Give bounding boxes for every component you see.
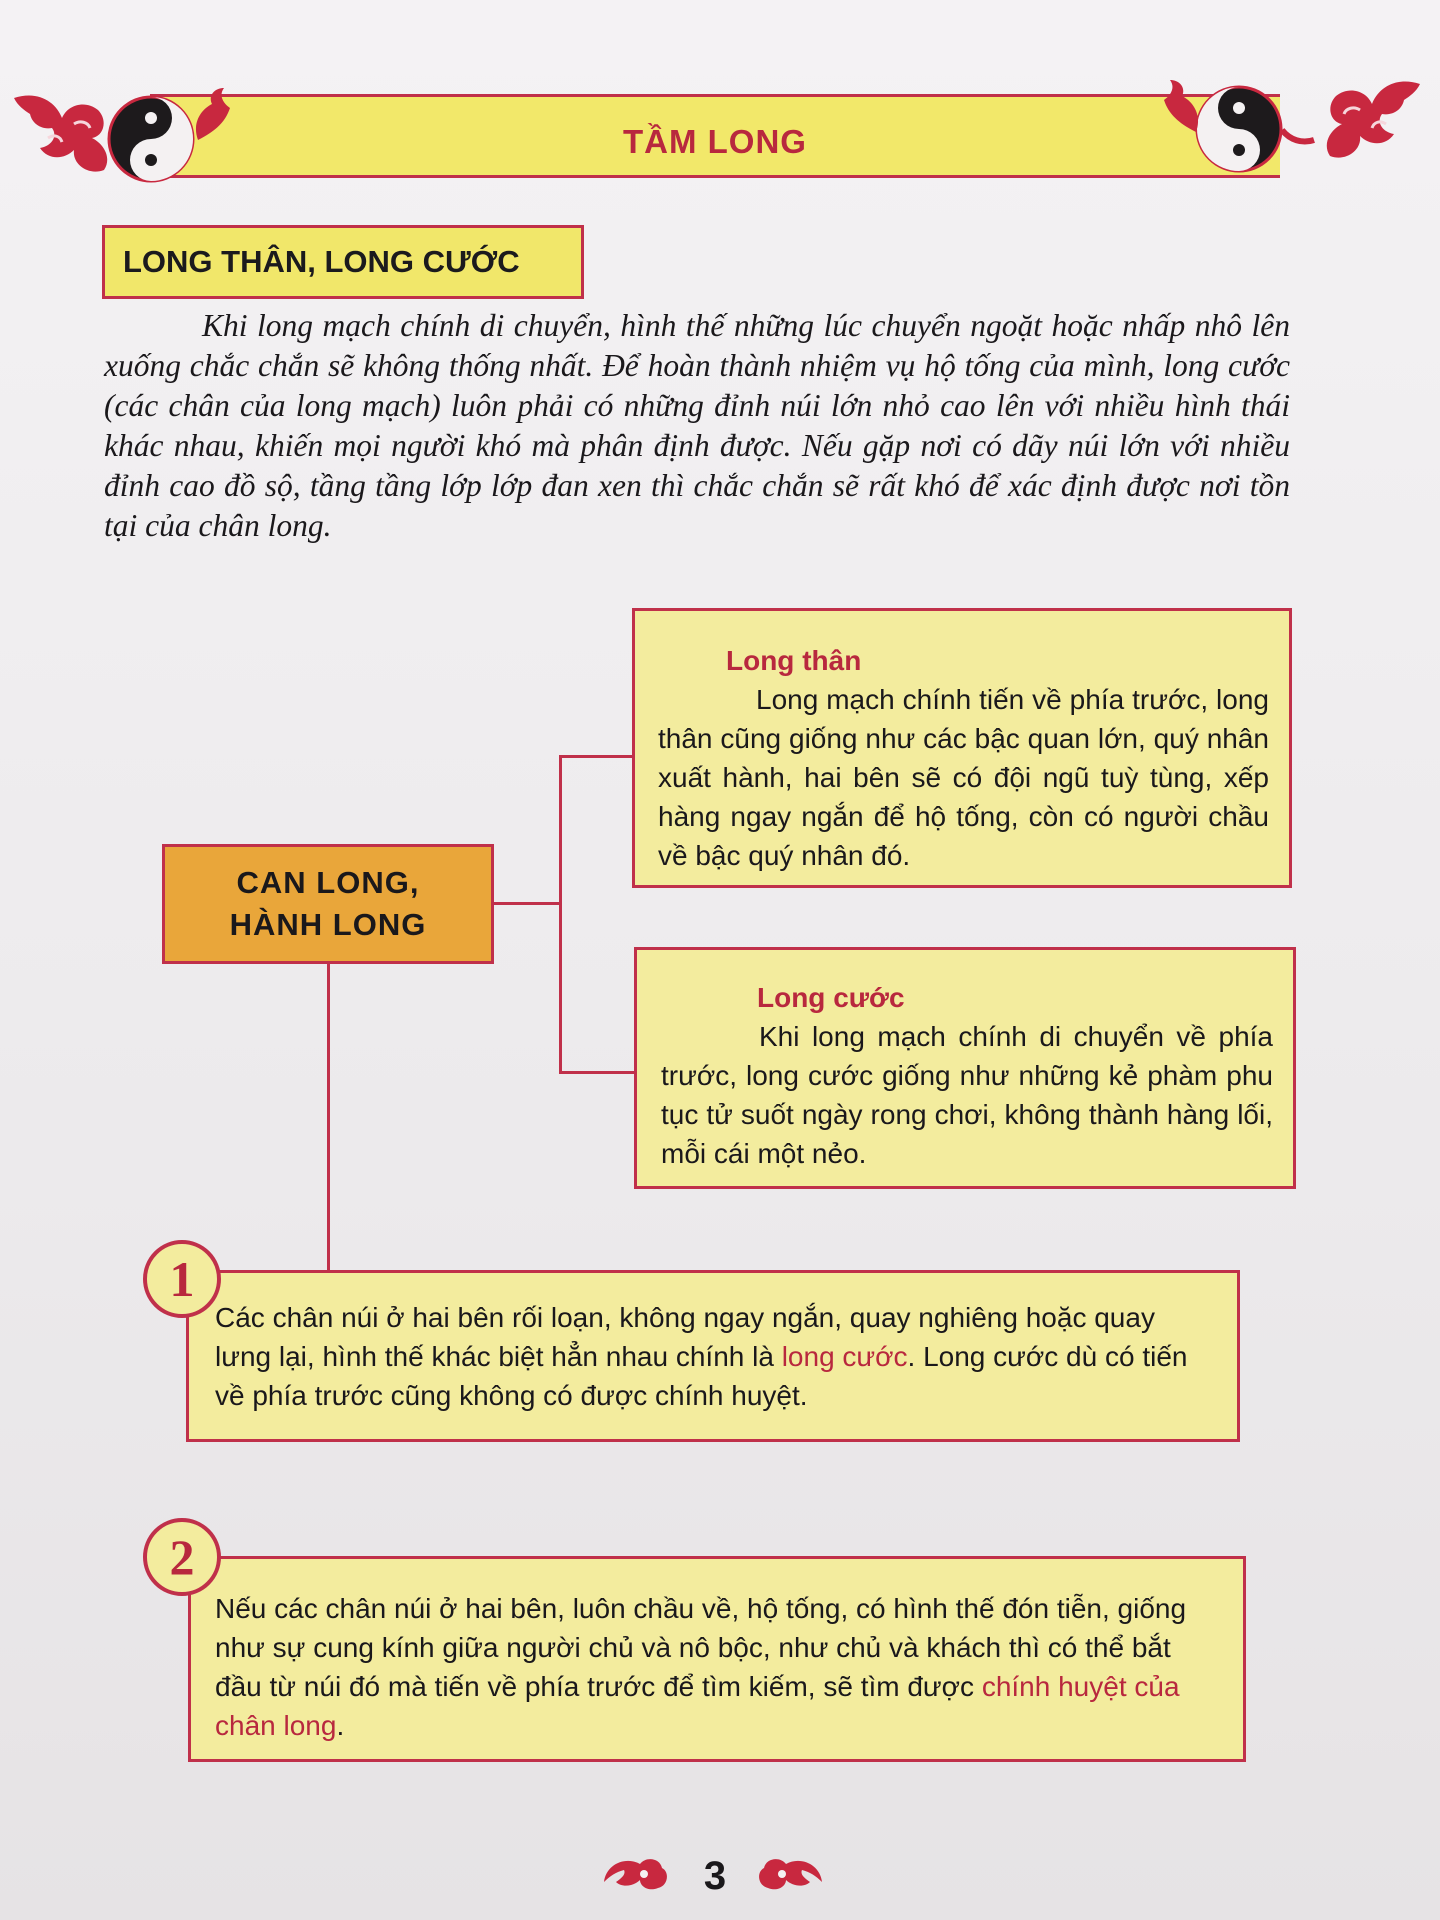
page-number: 3 [703, 1854, 727, 1898]
point-2-highlight: chính huyệt của chân long [215, 1671, 1180, 1741]
main-node-line1: CAN LONG, [236, 865, 420, 900]
point-2-text-before: Nếu các chân núi ở hai bên, luôn chầu về, hộ tống, có hình thế đón tiễn, giống như sự cung kính giữa người chủ và nô bộc, như chủ và khách thì có thể bắt đầu từ núi đó mà tiến về phía trước để tìm kiếm, sẽ tìm được [215, 1593, 1187, 1702]
point-1-highlight: long cước [781, 1341, 908, 1372]
main-node-line2: HÀNH LONG [229, 907, 427, 942]
yin-yang-right-icon [1194, 84, 1284, 174]
long-cuoc-box [634, 947, 1296, 1189]
long-than-heading: Long thân [726, 645, 862, 676]
point-1-text-after: . Long cước dù có tiến về phía trước cũng không có được chính huyệt. [215, 1341, 1188, 1411]
point-1-text-before: Các chân núi ở hai bên rối loạn, không ngay ngắn, quay nghiêng hoặc quay lưng lại, hình thế khác biệt hẳn nhau chính là [215, 1302, 1155, 1372]
point-2-box [188, 1556, 1246, 1762]
footer-cloud-left-icon [600, 1846, 672, 1898]
cloud-ornament-right-icon [1276, 70, 1426, 162]
section-title: LONG THÂN, LONG CƯỚC [102, 225, 584, 299]
footer-cloud-right-icon [754, 1846, 826, 1898]
point-2-badge: 2 [143, 1518, 221, 1596]
flame-ornament-left-icon [190, 84, 234, 144]
connector-to-long-than [559, 755, 633, 758]
main-node-can-long-hanh-long [162, 844, 494, 964]
long-cuoc-text: Khi long mạch chính di chuyển về phía trước, long cước giống như những kẻ phàm phu tục tử suốt ngày rong chơi, không thành hàng lối, mỗi cái một nẻo. [661, 1021, 1273, 1169]
connector-branch-vertical [559, 755, 562, 1073]
connector-to-long-cuoc [559, 1071, 635, 1074]
header-title: TẦM LONG [623, 123, 807, 160]
point-1-box [186, 1270, 1240, 1442]
long-than-text: Long mạch chính tiến về phía trước, long thân cũng giống như các bậc quan lớn, quý nhân xuất hành, hai bên sẽ có đội ngũ tuỳ tùng, xếp hàng ngay ngắn để hộ tống, còn có người chầu về bậc quý nhân đó. [658, 684, 1269, 871]
header-banner [150, 94, 1280, 178]
long-than-box [632, 608, 1292, 888]
point-1-badge: 1 [143, 1240, 221, 1318]
intro-paragraph: Khi long mạch chính di chuyển, hình thế những lúc chuyển ngoặt hoặc nhấp nhô lên xuống chắc chắn sẽ không thống nhất. Để hoàn thành nhiệm vụ hộ tống của mình, long cước (các chân của long mạch) luôn phải có những đỉnh núi lớn nhỏ cao lên với nhiều hình thái khác nhau, khiến mọi người khó mà phân định được. Nếu gặp nơi có dãy núi lớn với nhiều đỉnh cao đồ sộ, tầng tầng lớp lớp đan xen thì chắc chắn sẽ rất khó để xác định được nơi tồn tại của chân long. [104, 308, 1290, 543]
point-2-text-after: . [336, 1710, 345, 1741]
connector-vertical-main [327, 964, 330, 1276]
long-cuoc-heading: Long cước [757, 982, 905, 1013]
connector-main-right [494, 902, 560, 905]
flame-ornament-right-icon [1160, 76, 1204, 136]
yin-yang-left-icon [106, 94, 196, 184]
